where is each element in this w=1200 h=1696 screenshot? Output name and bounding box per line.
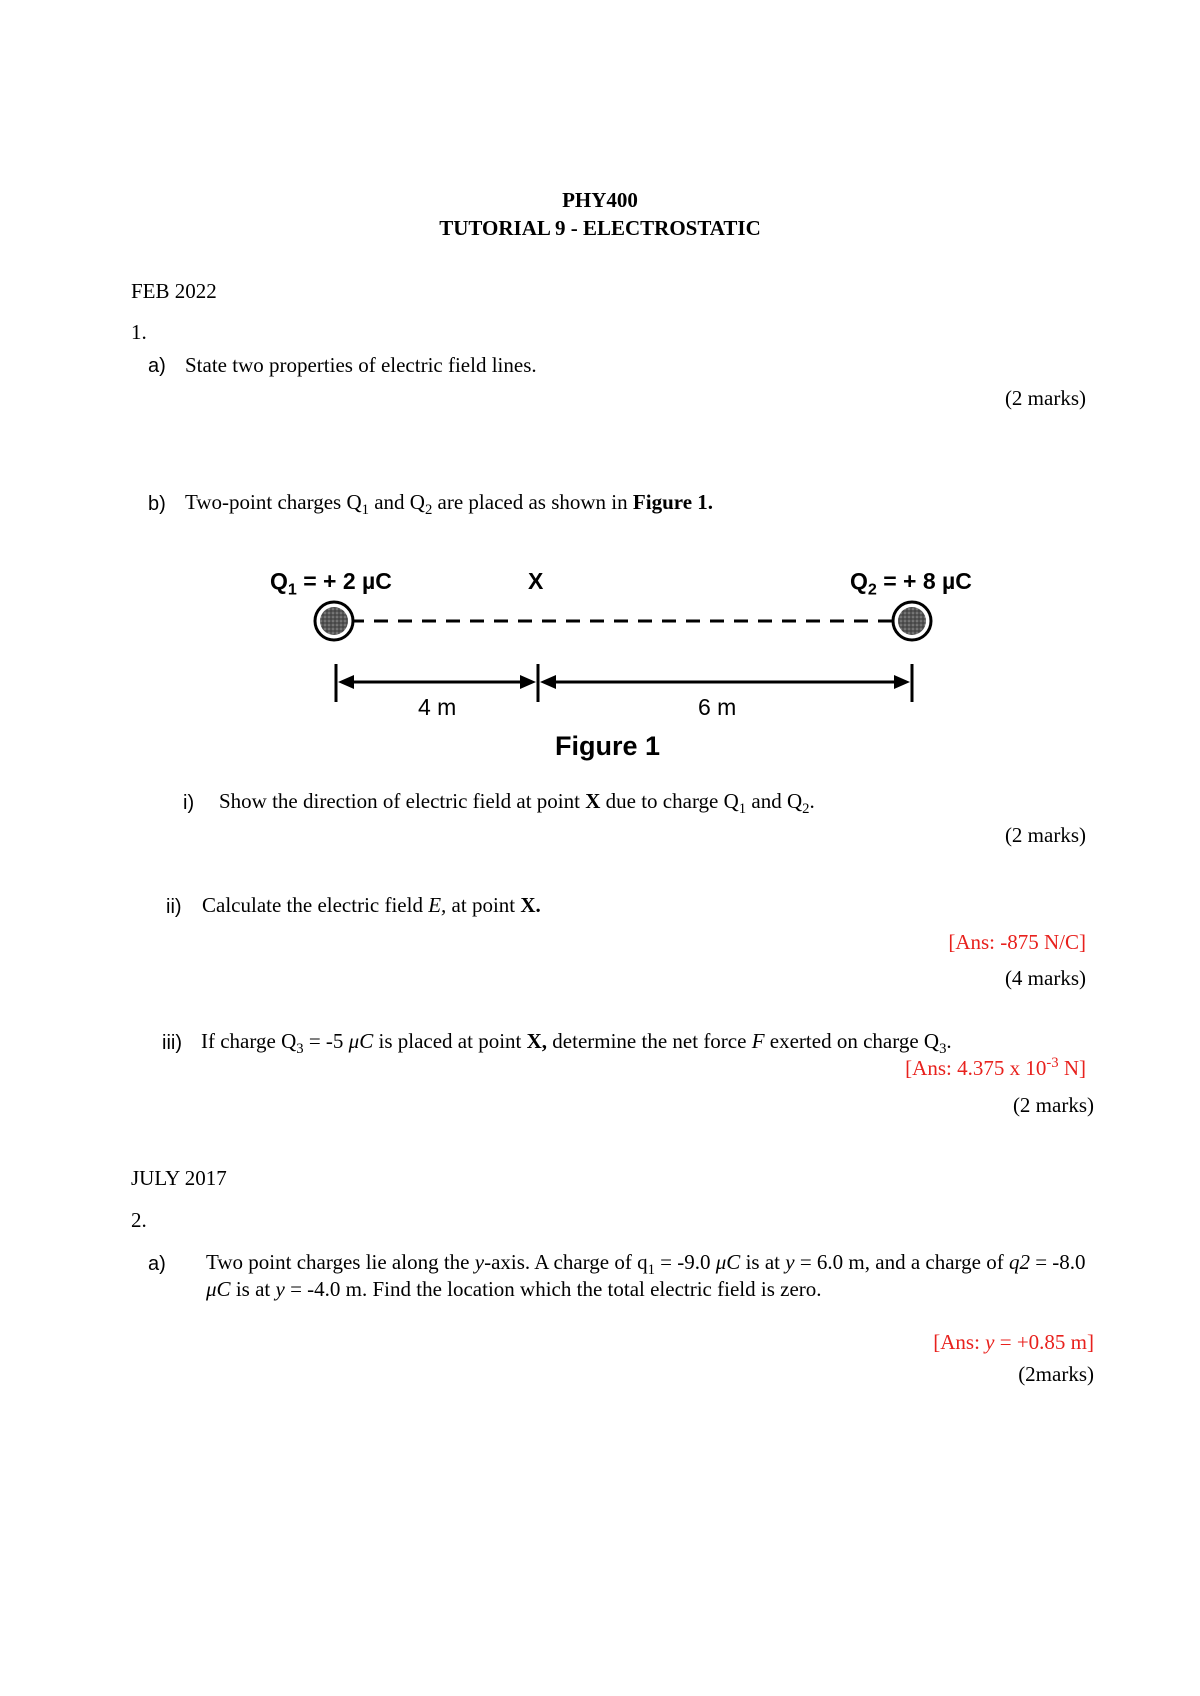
point-x-label: X [528,568,544,594]
subpart-label: iii) [162,1032,182,1054]
marks: (2 marks) [1004,386,1086,410]
part-label: b) [148,493,166,515]
question-number: 2. [131,1208,147,1232]
question-text: Show the direction of electric field at point X due to charge $Q_1$ and $Q_2$. [219,789,815,818]
question-text: If charge $Q_3 = -5$ μC is placed at point X, determine the net force F exerted on charge $Q_3$. [201,1029,952,1058]
course-code: PHY400 [562,188,638,212]
distance-4m-label: 4 m [418,694,457,720]
marks: (2 marks) [1012,1093,1094,1117]
question-text: Two-point charges $Q_1$ and $Q_2$ are placed as shown in Figure 1. [185,490,714,519]
marks: (4 marks) [1004,966,1086,990]
figure-caption: Figure 1 [555,731,661,761]
part-label: a) [148,1253,166,1275]
part-label: a) [148,355,166,377]
q1-label: $Q_1$ = + 2 µC [270,568,392,599]
question-text: Calculate the electric field E, at point X. [202,893,541,917]
answer: [Ans: 4.375 x $10^{-3}$ N] [905,1055,1086,1080]
session-label: FEB 2022 [131,279,217,303]
distance-6m-label: 6 m [698,694,737,720]
question-number: 1. [131,320,147,344]
question-text: Two point charges lie along the y-axis. A charge of $q_1 = -9.0$ μC is at y = 6.0 m, and a charge of q2 = -8.0 μC is at y = -4.0 m. Find the location which the total electric field is zero. [206,1250,1086,1301]
question-text: State two properties of electric field lines. [185,353,537,377]
marks: (2marks) [1018,1362,1094,1386]
marks: (2 marks) [1004,823,1086,847]
subpart-label: ii) [166,896,182,918]
charge-q1 [315,602,353,640]
page-title: TUTORIAL 9 - ELECTROSTATIC [439,216,761,240]
q2-label: $Q_2$ = + 8 µC [850,568,972,599]
figure-reference: Figure 1. [632,490,714,514]
answer: [Ans: -875 N/C] [948,930,1086,954]
session-label: JULY 2017 [131,1166,227,1190]
subpart-label: i) [183,792,195,814]
charge-q2 [893,602,931,640]
answer: [Ans: y = +0.85 m] [933,1330,1094,1354]
